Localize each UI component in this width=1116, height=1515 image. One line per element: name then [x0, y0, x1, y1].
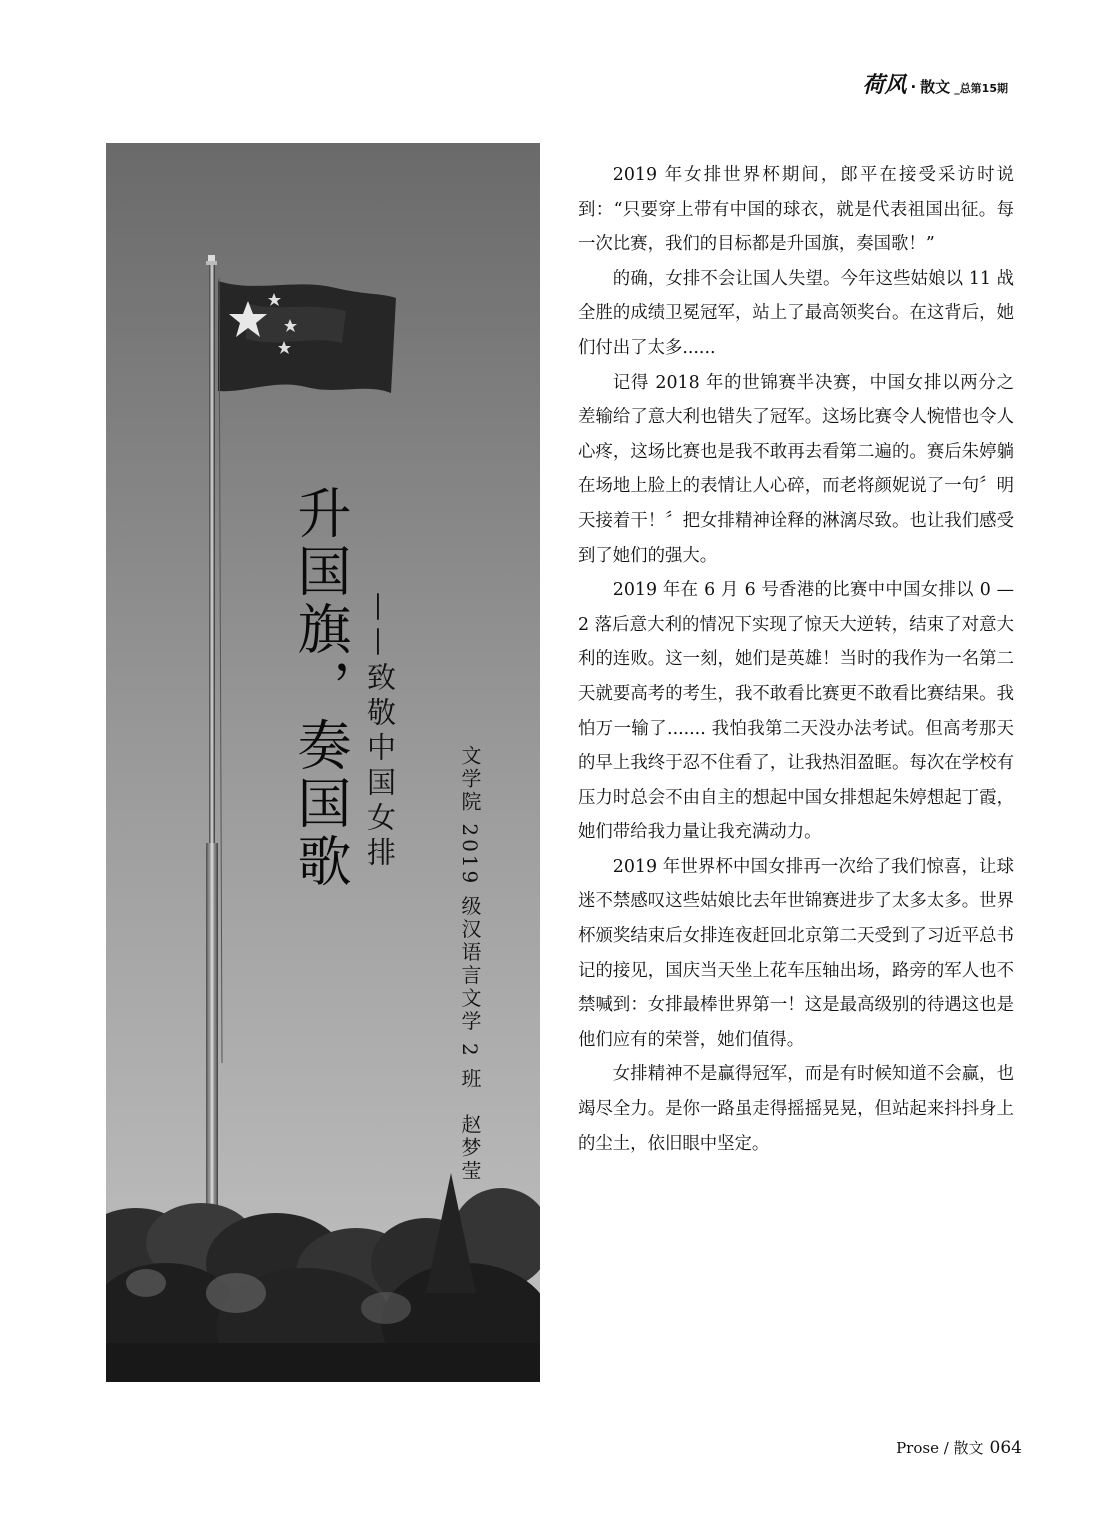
article-subtitle: ——致敬中国女排: [363, 592, 397, 872]
issue-number: _总第15期: [954, 82, 1008, 95]
page-number: 064: [989, 1438, 1022, 1458]
article-title: 升国旗，奏国歌: [289, 485, 352, 891]
paragraph: 2019 年女排世界杯期间，郎平在接受采访时说到：“只要穿上带有中国的球衣，就是代表祖国出征。每一次比赛，我们的目标都是升国旗，奏国歌！”: [578, 165, 1014, 255]
section-name: 散文: [920, 78, 951, 96]
header-separator: ·: [910, 78, 917, 96]
magazine-brand: 荷风: [862, 72, 907, 98]
article-body: [578, 158, 1014, 1161]
paragraph: 记得 2018 年的世锦赛半决赛，中国女排以两分之差输给了意大利也错失了冠军。这场比赛令人惋惜也令人心疼，这场比赛也是我不敢再去看第二遍的。赛后朱婷躺在场地上脸上的表情让人心碎，而老将颜妮说了一句〞明天接着干！〞把女排精神诠释的淋漓尽致。也让我们感受到了她们的强大。: [578, 372, 1014, 566]
paragraph: 女排精神不是赢得冠军，而是有时候知道不会赢，也竭尽全力。是你一路虽走得摇摇晃晃，但站起来抖抖身上的尘土，依旧眼中坚定。: [578, 1064, 1014, 1154]
author-byline: 文学院 2019 级汉语言文学 2 班 赵梦莹: [458, 745, 482, 1184]
footer-section-label: Prose / 散文: [896, 1439, 984, 1457]
paragraph: 的确，女排不会让国人失望。今年这些姑娘以 11 战全胜的成绩卫冕冠军，站上了最高领奖台。在这背后，她们付出了太多......: [578, 268, 1014, 358]
page-footer: [896, 1437, 1022, 1458]
paragraph: 2019 年在 6 月 6 号香港的比赛中中国女排以 0 — 2 落后意大利的情况下实现了惊天大逆转，结束了对意大利的连败。这一刻，她们是英雄！当时的我作为一名第二天就要高考的考生，我不敢看比赛更不敢看比赛结果。我怕万一输了....... 我怕我第二天没办法考试。但高考那天的早上我终于忍不住看了，让我热泪盈眶。每次在学校有压力时总会不由自主的想起中国女排想起朱婷想起丁霞，她们带给我力量让我充满动力。: [578, 580, 1014, 843]
paragraph: 2019 年世界杯中国女排再一次给了我们惊喜，让球迷不禁感叹这些姑娘比去年世锦赛进步了太多太多。世界杯颁奖结束后女排连夜赶回北京第二天受到了习近平总书记的接见，国庆当天坐上花车压轴出场，路旁的军人也不禁喊到：女排最棒世界第一！这是最高级别的待遇这也是他们应有的荣誉，她们值得。: [578, 856, 1014, 1050]
flag: [218, 281, 396, 393]
running-header: [862, 68, 1008, 99]
